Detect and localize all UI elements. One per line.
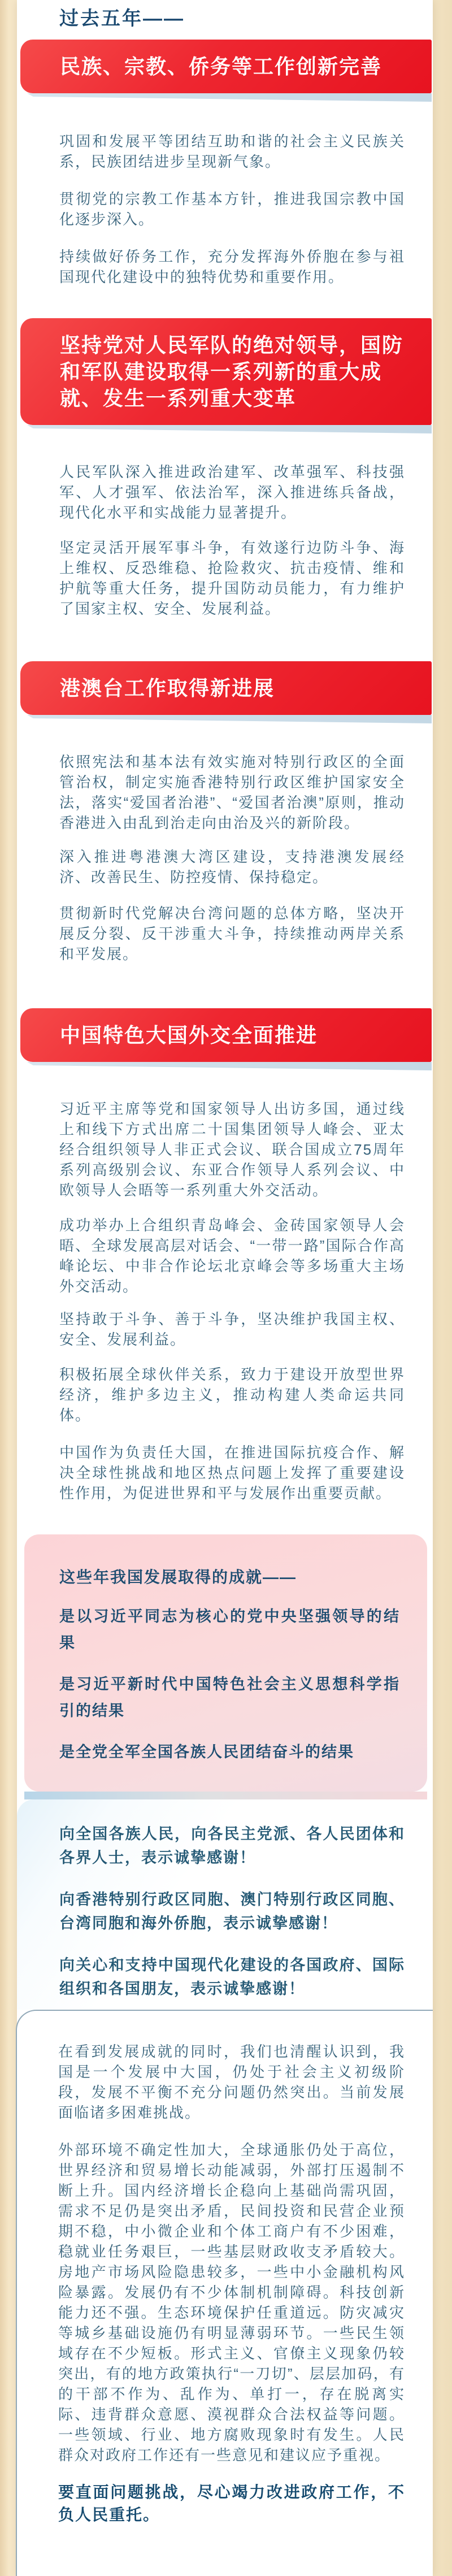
body-paragraph: 习近平主席等党和国家领导人出访多国，通过线上和线下方式出席二十国集团领导人峰会、亚太经合组织领导人非正式会议、联合国成立75周年系列高级别会议、东亚合作领导人系列会议、中欧领导人会晤等一系列重大外交活动。 [59,1100,405,1199]
section-banner-military [20,318,432,425]
body-paragraph: 深入推进粤港澳大湾区建设，支持港澳发展经济、改善民生、防控疫情、保持稳定。 [59,848,405,886]
body-paragraph: 持续做好侨务工作，充分发挥海外侨胞在参与祖国现代化建设中的独特优势和重要作用。 [59,248,405,285]
achievements-card [24,1534,427,1792]
body-paragraph: 依照宪法和基本法有效实施对特别行政区的全面管治权，制定实施香港特别行政区维护国家安全法，落实“爱国者治港”、“爱国者治澳”原则，推动香港进入由乱到治走向由治及兴的新阶段。 [59,753,405,831]
section-banner-title: 坚持党对人民军队的绝对领导，国防和军队建设取得一系列新的重大成就、发生一系列重大变革 [60,333,404,410]
section-banner-hk-macao-taiwan [20,661,432,715]
thanks-paragraph: 向关心和支持中国现代化建设的各国政府、国际组织和各国朋友，表示诚挚感谢！ [59,1957,405,1997]
body-paragraph: 人民军队深入推进政治建军、改革强军、科技强军、人才强军、依法治军，深入推进练兵备战，现代化水平和实战能力显著提升。 [59,463,405,521]
thanks-paragraph: 向全国各族人民，向各民主党派、各人民团体和各界人士，表示诚挚感谢！ [59,1825,405,1866]
section-banner-title: 港澳台工作取得新进展 [60,676,275,700]
achievement-item: 是习近平新时代中国特色社会主义思想科学指引的结果 [59,1676,400,1719]
section-banner-title: 中国特色大国外交全面推进 [60,1024,318,1047]
body-paragraph: 成功举办上合组织青岛峰会、金砖国家领导人会晤、全球发展高层对话会、“一带一路”国际合作高峰论坛、中非合作论坛北京峰会等多场重大主场外交活动。 [59,1217,405,1295]
ribbon-shadow [27,93,432,102]
body-paragraph: 积极拓展全球伙伴关系，致力于建设开放型世界经济，维护多边主义，推动构建人类命运共同体。 [59,1366,405,1424]
challenge-emphasis: 要直面问题挑战，尽心竭力改进政府工作，不负人民重托。 [58,2483,405,2523]
challenge-paragraph: 在看到发展成就的同时，我们也清醒认识到，我国是一个发展中大国，仍处于社会主义初级阶段，发展不平衡不充分问题仍然突出。当前发展面临诸多困难挑战。 [58,2043,405,2121]
achievements-heading: 这些年我国发展取得的成就—— [59,1568,297,1586]
section-banner-diplomacy [20,1008,432,1062]
thanks-card [17,1799,433,2010]
achievement-item: 是以习近平同志为核心的党中央坚强领导的结果 [59,1608,400,1651]
body-paragraph: 坚定灵活开展军事斗争，有效遂行边防斗争、海上维权、反恐维稳、抢险救灾、抗击疫情、维和护航等重大任务，提升国防动员能力，有力维护了国家主权、安全、发展利益。 [59,539,405,617]
body-paragraph: 贯彻党的宗教工作基本方针，推进我国宗教中国化逐步深入。 [59,190,405,228]
card-shadow-strip [24,1792,427,1799]
section-banner-ethnic-religious [20,40,432,93]
ribbon-shadow [27,1062,432,1070]
thanks-paragraph: 向香港特别行政区同胞、澳门特别行政区同胞、台湾同胞和海外侨胞，表示诚挚感谢！ [59,1891,405,1932]
article-card [17,0,433,2576]
body-paragraph: 巩固和发展平等团结互助和谐的社会主义民族关系，民族团结进步呈现新气象。 [59,133,405,170]
intro-heading: 过去五年—— [59,8,185,29]
achievement-item: 是全党全军全国各族人民团结奋斗的结果 [59,1744,354,1760]
body-paragraph: 坚持敢于斗争、善于斗争，坚决维护我国主权、安全、发展利益。 [59,1311,405,1348]
section-banner-title: 民族、宗教、侨务等工作创新完善 [60,55,383,78]
body-paragraph: 中国作为负责任大国，在推进国际抗疫合作、解决全球性挑战和地区热点问题上发挥了重要建设性作用，为促进世界和平与发展作出重要贡献。 [59,1444,405,1502]
challenge-paragraph: 外部环境不确定性加大，全球通胀仍处于高位，世界经济和贸易增长动能减弱，外部打压遏制不断上升。国内经济增长企稳向上基础尚需巩固，需求不足仍是突出矛盾，民间投资和民营企业预期不稳，中小微企业和个体工商户有不少困难，稳就业任务艰巨，一些基层财政收支矛盾较大。房地产市场风险隐患较多，一些中小金融机构风险暴露。发展仍有不少体制机制障碍。科技创新能力还不强。生态环境保护任重道远。防灾减灾等城乡基础设施仍有明显薄弱环节。一些民生领域存在不少短板。形式主义、官僚主义现象仍较突出，有的地方政策执行“一刀切”、层层加码，有的干部不作为、乱作为、单打一，存在脱离实际、违背群众意愿、漠视群众合法权益等问题。一些领域、行业、地方腐败现象时有发生。人民群众对政府工作还有一些意见和建议应予重视。 [58,2141,405,2464]
ribbon-shadow [27,715,432,723]
body-paragraph: 贯彻新时代党解决台湾问题的总体方略，坚决开展反分裂、反干涉重大斗争，持续推动两岸关系和平发展。 [59,905,405,962]
ribbon-shadow [27,425,432,433]
challenges-card [16,2010,433,2576]
